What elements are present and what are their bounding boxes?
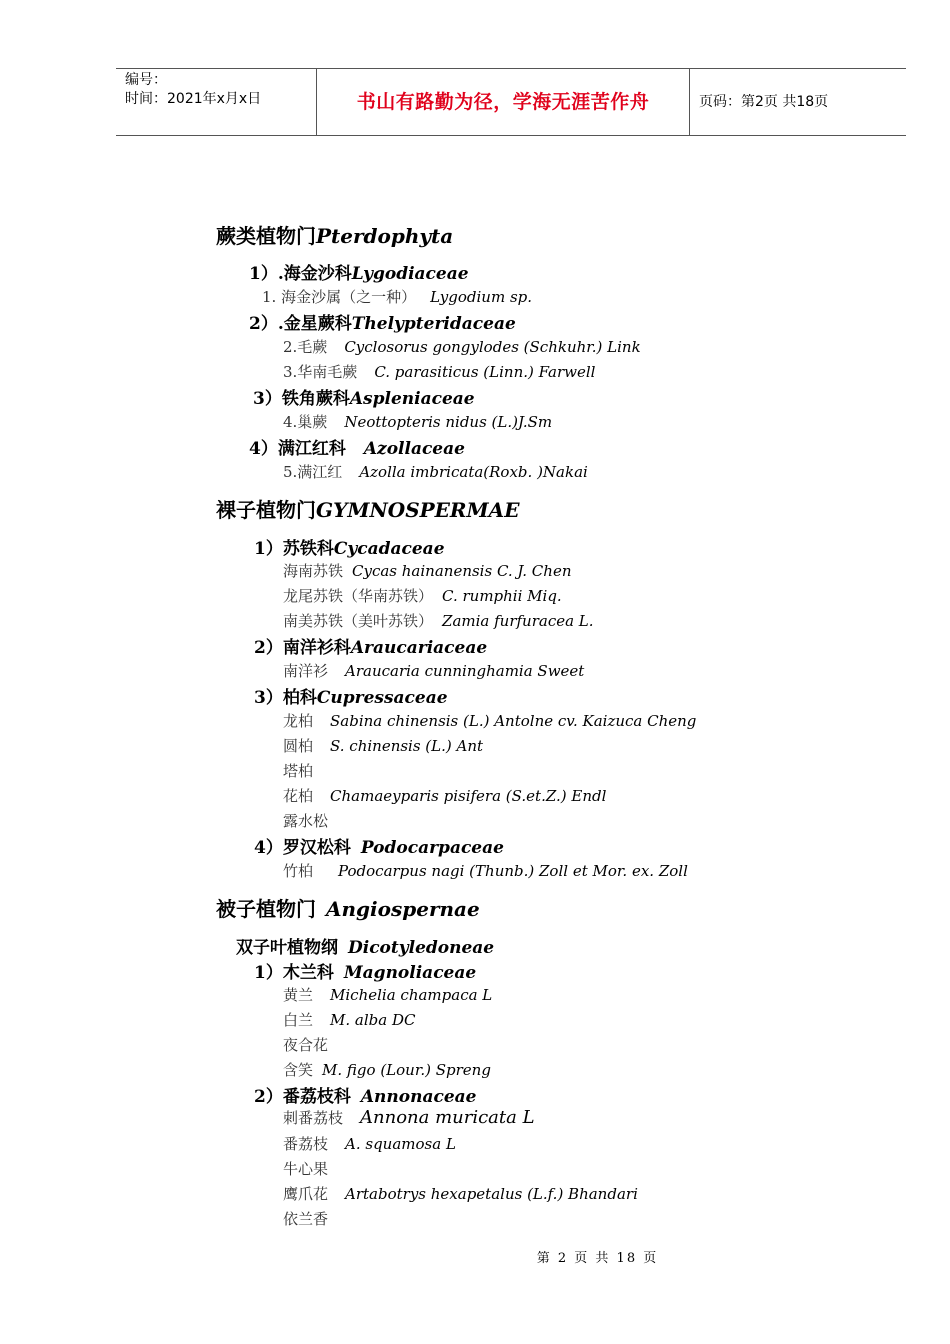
species-line xyxy=(283,560,571,581)
family-heading xyxy=(254,1082,476,1107)
footer-page-number: 第 2 页 共 18 页 xyxy=(536,1251,659,1266)
family-latin: Araucariaceae xyxy=(350,638,488,658)
species-zh: 黄兰 xyxy=(283,986,314,1004)
species-latin: S. chinensis (L.) Ant xyxy=(330,737,484,755)
class-title-zh: 双子叶植物纲 xyxy=(236,938,338,958)
family-heading xyxy=(254,958,476,983)
family-latin: Cycadaceae xyxy=(333,539,445,559)
species-line xyxy=(283,461,588,482)
species-line xyxy=(283,860,688,881)
family-heading xyxy=(254,633,487,658)
species-line xyxy=(283,660,584,681)
species-zh: 塔柏 xyxy=(283,762,314,780)
division-title-la: Pterdophyta xyxy=(316,224,454,248)
species-line xyxy=(283,411,552,432)
species-zh: 竹柏 xyxy=(283,862,314,880)
species-latin: Chamaeyparis pisifera (S.et.Z.) Endl xyxy=(330,787,607,805)
species-zh: 南美苏铁（美叶苏铁） xyxy=(283,612,434,630)
species-latin: C. parasiticus (Linn.) Farwell xyxy=(374,363,596,381)
species-line xyxy=(283,760,313,781)
division-title-zh: 裸子植物门 xyxy=(216,498,316,522)
family-heading xyxy=(254,833,504,858)
species-line xyxy=(283,1034,328,1055)
species-latin: Michelia champaca L xyxy=(330,986,493,1004)
species-latin: Lygodium sp. xyxy=(430,288,533,306)
species-zh: 南洋衫 xyxy=(283,662,329,680)
family-heading xyxy=(254,683,448,708)
page-header xyxy=(116,68,906,136)
division-title-la: Angiospernae xyxy=(326,897,480,921)
species-zh: 依兰香 xyxy=(283,1210,329,1228)
species-latin: Podocarpus nagi (Thunb.) Zoll et Mor. ex. Zoll xyxy=(338,862,688,880)
species-latin: Cycas hainanensis C. J. Chen xyxy=(352,562,572,580)
species-line xyxy=(283,361,595,382)
species-zh: 夜合花 xyxy=(283,1036,329,1054)
family-heading xyxy=(249,309,516,334)
species-zh: 1. 海金沙属（之一种） xyxy=(262,288,417,306)
species-latin: Cyclosorus gongylodes (Schkuhr.) Link xyxy=(344,338,641,356)
page-footer xyxy=(0,1247,950,1266)
species-zh: 鹰爪花 xyxy=(283,1185,329,1203)
family-latin: Magnoliaceae xyxy=(343,963,477,983)
family-heading xyxy=(249,259,469,284)
family-latin: Aspleniaceae xyxy=(349,389,475,409)
species-line xyxy=(283,785,606,806)
division-heading xyxy=(216,893,480,922)
division-title-zh: 被子植物门 xyxy=(216,897,316,921)
species-zh: 牛心果 xyxy=(283,1160,329,1178)
species-line xyxy=(283,336,641,357)
species-latin: Annona muricata L xyxy=(360,1107,535,1128)
species-line xyxy=(283,710,696,731)
species-line xyxy=(283,1133,456,1154)
species-zh: 龙尾苏铁（华南苏铁） xyxy=(283,587,434,605)
family-label: 1）.海金沙科 xyxy=(249,264,352,284)
time-label: 时间：2021年x月x日 xyxy=(125,91,262,107)
family-label: 3）柏科 xyxy=(254,688,317,708)
family-label: 1）苏铁科 xyxy=(254,539,334,559)
species-zh: 2.毛蕨 xyxy=(283,338,328,356)
species-zh: 含笑 xyxy=(283,1061,314,1079)
species-zh: 3.华南毛蕨 xyxy=(283,363,358,381)
species-latin: Zamia furfuracea L. xyxy=(442,612,594,630)
header-meta xyxy=(116,69,317,135)
family-heading xyxy=(253,384,475,409)
species-latin: M. alba DC xyxy=(330,1011,416,1029)
family-heading xyxy=(254,534,445,559)
division-heading xyxy=(216,494,519,523)
family-heading xyxy=(249,434,465,459)
family-label: 2）番荔枝科 xyxy=(254,1087,351,1107)
species-latin: M. figo (Lour.) Spreng xyxy=(322,1061,491,1079)
species-zh: 海南苏铁 xyxy=(283,562,344,580)
species-latin: Azolla imbricata(Roxb. )Nakai xyxy=(359,463,588,481)
species-line xyxy=(283,1009,415,1030)
species-zh: 露水松 xyxy=(283,812,329,830)
species-latin: Sabina chinensis (L.) Antolne cv. Kaizuca Cheng xyxy=(330,712,697,730)
species-line xyxy=(283,735,483,756)
family-latin: Cupressaceae xyxy=(316,688,448,708)
species-latin: Artabotrys hexapetalus (L.f.) Bhandari xyxy=(345,1185,638,1203)
family-latin: Lygodiaceae xyxy=(351,264,469,284)
division-heading xyxy=(216,220,453,249)
family-latin: Azollaceae xyxy=(363,439,465,459)
family-label: 4）罗汉松科 xyxy=(254,838,351,858)
family-label: 4）满江红科 xyxy=(249,439,346,459)
family-latin: Podocarpaceae xyxy=(360,838,504,858)
species-latin: Neottopteris nidus (L.)J.Sm xyxy=(344,413,553,431)
species-line xyxy=(283,1107,535,1128)
species-line xyxy=(283,1208,328,1229)
header-motto: 书山有路勤为径，学海无涯苦作舟 xyxy=(317,69,690,135)
class-heading xyxy=(236,933,494,958)
number-label: 编号： xyxy=(125,72,167,88)
family-label: 2）南洋衫科 xyxy=(254,638,351,658)
species-line xyxy=(283,610,594,631)
division-title-la: GYMNOSPERMAE xyxy=(316,498,520,522)
family-label: 2）.金星蕨科 xyxy=(249,314,352,334)
family-label: 3）铁角蕨科 xyxy=(253,389,350,409)
species-zh: 刺番荔枝 xyxy=(283,1109,344,1127)
species-latin: A. squamosa L xyxy=(345,1135,456,1153)
species-latin: C. rumphii Miq. xyxy=(442,587,562,605)
species-line xyxy=(262,286,532,307)
division-title-zh: 蕨类植物门 xyxy=(216,224,316,248)
species-zh: 花柏 xyxy=(283,787,314,805)
class-title-la: Dicotyledoneae xyxy=(348,938,495,958)
family-latin: Annonaceae xyxy=(360,1087,477,1107)
family-label: 1）木兰科 xyxy=(254,963,334,983)
species-line xyxy=(283,585,562,606)
species-line xyxy=(283,1183,638,1204)
species-zh: 4.巢蕨 xyxy=(283,413,328,431)
species-zh: 白兰 xyxy=(283,1011,314,1029)
species-zh: 龙柏 xyxy=(283,712,314,730)
header-page-info: 页码：第2页 共18页 xyxy=(699,94,829,110)
species-zh: 5.满江红 xyxy=(283,463,343,481)
species-zh: 圆柏 xyxy=(283,737,314,755)
species-line xyxy=(283,1059,491,1080)
species-line xyxy=(283,810,328,831)
species-line xyxy=(283,984,492,1005)
family-latin: Thelypteridaceae xyxy=(351,314,516,334)
species-line xyxy=(283,1158,328,1179)
species-zh: 番荔枝 xyxy=(283,1135,329,1153)
species-latin: Araucaria cunninghamia Sweet xyxy=(345,662,585,680)
